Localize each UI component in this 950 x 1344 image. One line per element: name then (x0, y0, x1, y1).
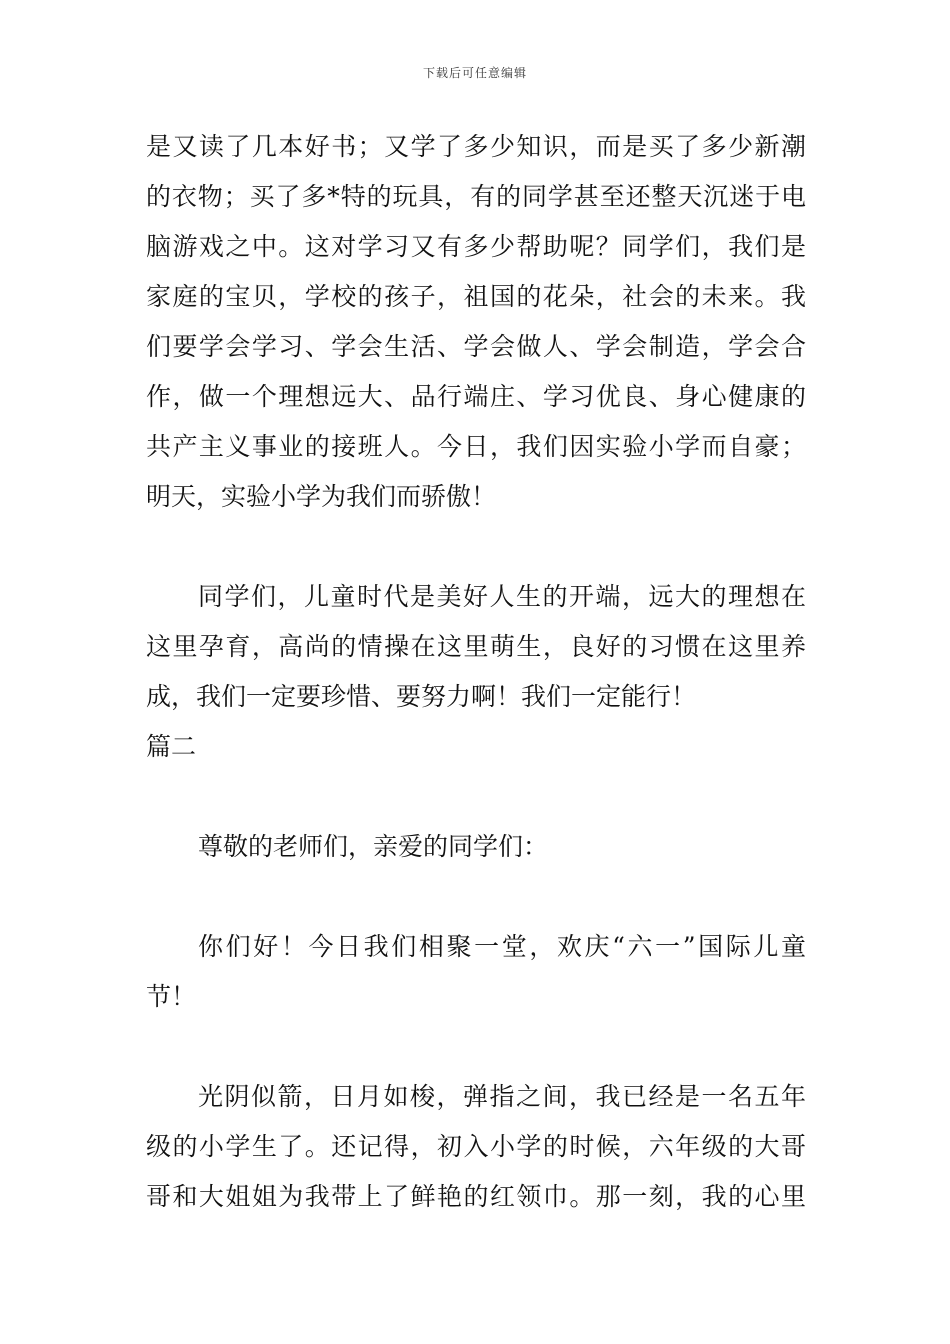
paragraph-first-line: 同学们，儿童时代是美好人生的开端，远大的理想在 (198, 582, 806, 611)
text-line: 这里孕育，高尚的情操在这里萌生，良好的习惯在这里养 (146, 632, 806, 661)
text-line: 的衣物；买了多*特的玩具，有的同学甚至还整天沉迷于电 (146, 182, 806, 211)
text-line: 共产主义事业的接班人。今日，我们因实验小学而自豪； (146, 432, 806, 461)
salutation: 尊敬的老师们，亲爱的同学们： (198, 832, 549, 861)
text-line: 节！ (146, 982, 197, 1011)
text-line: 家庭的宝贝，学校的孩子，祖国的花朵，社会的未来。我 (146, 282, 806, 311)
text-line: 成，我们一定要珍惜、要努力啊！我们一定能行！ (146, 682, 697, 711)
text-line: 哥和大姐姐为我带上了鲜艳的红领巾。那一刻，我的心里 (146, 1182, 806, 1211)
text-line: 是又读了几本好书；又学了多少知识，而是买了多少新潮 (146, 132, 806, 161)
text-line: 明天，实验小学为我们而骄傲！ (146, 482, 497, 511)
page-header: 下载后可任意编辑 (422, 66, 527, 80)
paragraph-first-line: 你们好！今日我们相聚一堂，欢庆“六一”国际儿童 (198, 932, 806, 961)
section-heading: 篇二 (146, 732, 197, 761)
text-line: 脑游戏之中。这对学习又有多少帮助呢？同学们，我们是 (146, 232, 806, 261)
text-line: 们要学会学习、学会生活、学会做人、学会制造，学会合 (146, 332, 806, 361)
text-line: 作，做一个理想远大、品行端庄、学习优良、身心健康的 (146, 382, 806, 411)
paragraph-first-line: 光阴似箭，日月如梭，弹指之间，我已经是一名五年 (198, 1082, 806, 1111)
text-line: 级的小学生了。还记得，初入小学的时候，六年级的大哥 (146, 1132, 806, 1161)
